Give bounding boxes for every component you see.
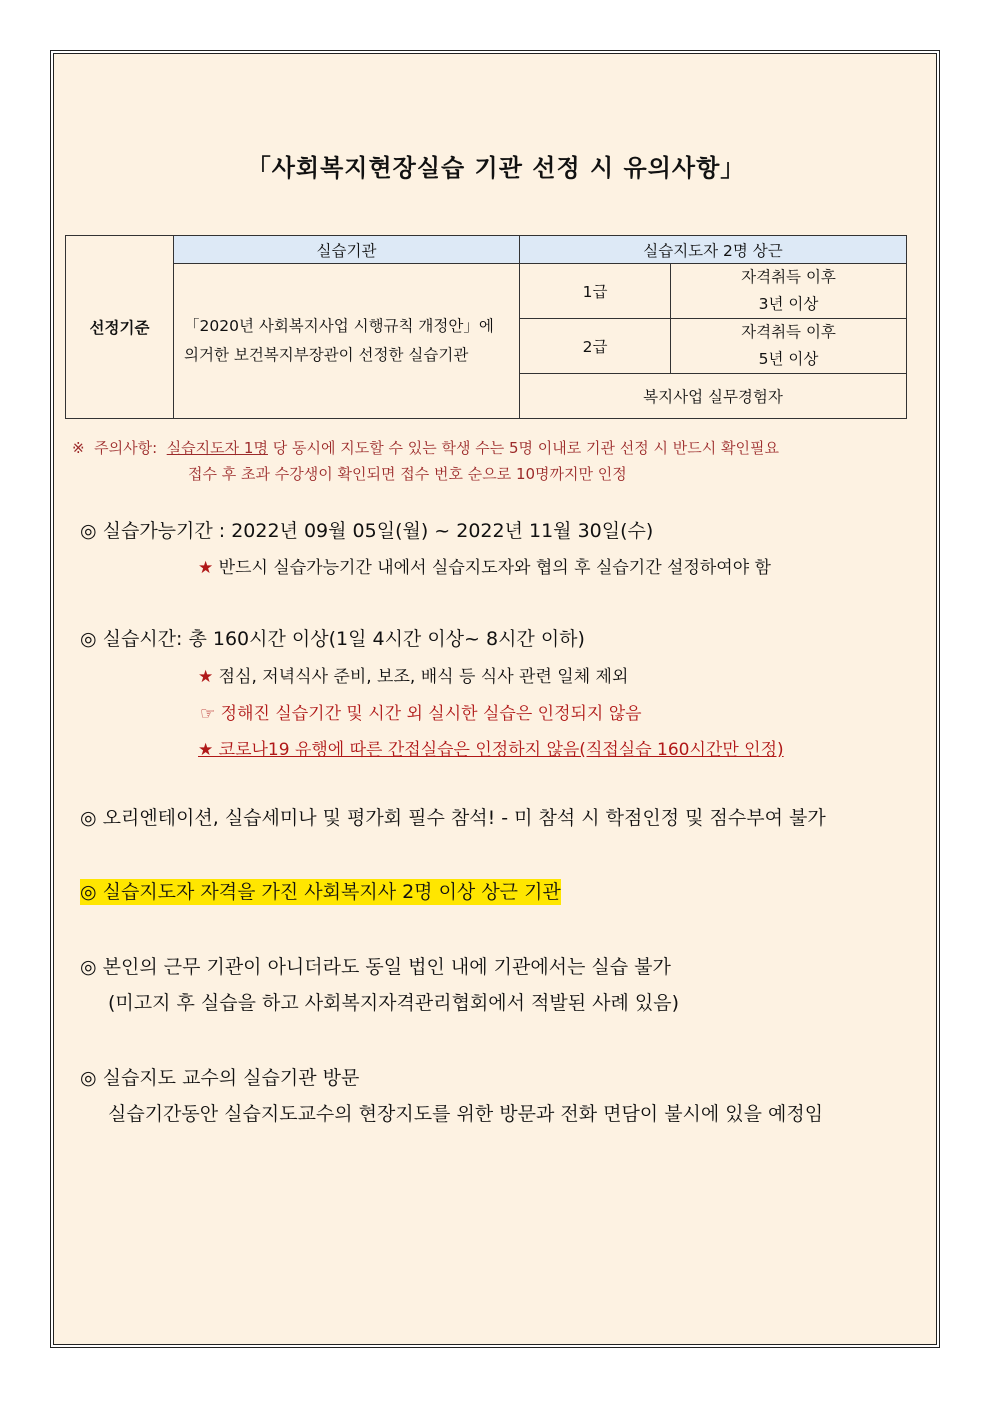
- notice-rest: 당 동시에 지도할 수 있는 학생 수는 5명 이내로 기관 선정 시 반드시 확인필요: [272, 439, 779, 457]
- section-own-work-1: ◎ 본인의 근무 기관이 아니더라도 동일 법인 내에 기관에서는 실습 불가: [80, 956, 671, 978]
- page-title: 「사회복지현장실습 기관 선정 시 유의사항」: [246, 154, 746, 182]
- section-hours: ◎ 실습시간: 총 160시간 이상(1일 4시간 이상~ 8시간 이하): [80, 628, 585, 650]
- grade1-cell: 1급: [520, 264, 671, 319]
- notice-label: 주의사항:: [94, 439, 158, 457]
- notice-line-1: [72, 434, 779, 463]
- hours-note-1: [198, 665, 628, 689]
- period-note: [198, 556, 771, 580]
- grade1-req-line2: 3년 이상: [758, 295, 819, 313]
- notice-line-2: 접수 후 초과 수강생이 확인되면 접수 번호 순으로 10명까지만 인정: [188, 465, 627, 483]
- grade2-req-line1: 자격취득 이후: [741, 323, 836, 341]
- section-qualified: ◎ 실습지도자 자격을 가진 사회복지사 2명 이상 상근 기관: [80, 881, 561, 903]
- experience-cell: 복지사업 실무경험자: [520, 374, 907, 419]
- criteria-row-label: 선정기준: [66, 236, 174, 419]
- star-icon: ★: [198, 667, 214, 687]
- grade1-req-line1: 자격취득 이후: [741, 268, 836, 286]
- header-supervisor: 실습지도자 2명 상근: [520, 236, 907, 264]
- grade1-requirement: [671, 264, 907, 319]
- section-visit-1: ◎ 실습지도 교수의 실습기관 방문: [80, 1067, 360, 1089]
- section-period: ◎ 실습가능기간 : 2022년 09월 05일(월) ~ 2022년 11월 30일(수): [80, 520, 654, 542]
- grade2-cell: 2급: [520, 319, 671, 374]
- star-icon: ★: [198, 558, 214, 578]
- hours-note-2: ☞ 정해진 실습기간 및 시간 외 실시한 실습은 인정되지 않음: [200, 704, 642, 724]
- section-visit-2: 실습기간동안 실습지도교수의 현장지도를 위한 방문과 전화 면담이 불시에 있을 예정임: [108, 1103, 824, 1125]
- section-orientation: ◎ 오리엔테이션, 실습세미나 및 평가회 필수 참석! - 미 참석 시 학점인정 및 점수부여 불가: [80, 807, 826, 829]
- section-own-work-2: (미고지 후 실습을 하고 사회복지자격관리협회에서 적발된 사례 있음): [108, 992, 680, 1014]
- institution-text: 「2020년 사회복지사업 시행규칙 개정안」에 의거한 보건복지부장관이 선정한 실습기관: [174, 264, 520, 419]
- criteria-table: [65, 235, 907, 419]
- grade2-requirement: [671, 319, 907, 374]
- hours-note-3: ★ 코로나19 유행에 따른 간접실습은 인정하지 않음(직접실습 160시간만 인정): [198, 740, 784, 760]
- grade2-req-line2: 5년 이상: [758, 350, 819, 368]
- period-note-text: 반드시 실습가능기간 내에서 실습지도자와 협의 후 실습기간 설정하여야 함: [218, 558, 771, 578]
- notice-underlined: 실습지도자 1명: [166, 439, 268, 457]
- header-institution: 실습기관: [174, 236, 520, 264]
- hours-note-1-text: 점심, 저녁식사 준비, 보조, 배식 등 식사 관련 일체 제외: [218, 667, 629, 687]
- notice-symbol: ※: [72, 439, 85, 457]
